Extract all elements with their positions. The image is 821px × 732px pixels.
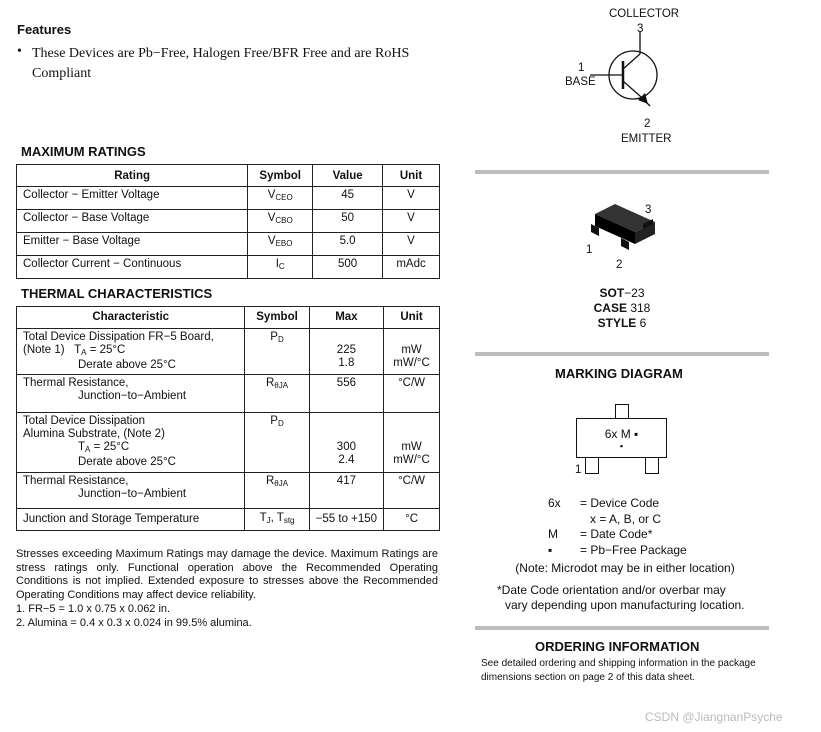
package-pin-2: 2 (616, 259, 623, 271)
sot23-package-icon (585, 200, 665, 256)
stress-note: Stresses exceeding Maximum Ratings may damage the device. Maximum Ratings are stress ratings only. Functional operation above the Recommended Operating Conditions is not implied. Extended exposure to stresses above the Recommended Operating Conditions may affect device reliability. (16, 548, 438, 601)
rating-cell: Collector − Emitter Voltage (17, 187, 248, 210)
max-ratings-table (16, 164, 440, 279)
max-cell: 300 2.4 (309, 413, 383, 473)
max-cell: 417 (309, 473, 383, 509)
features-item: These Devices are Pb−Free, Halogen Free/BFR Free and are RoHS Compliant (32, 46, 410, 81)
section-divider (475, 626, 769, 630)
chip-pin-2 (645, 457, 659, 474)
col-rating: Rating (17, 165, 248, 187)
emitter-label: EMITTER (621, 133, 672, 145)
thermal-table (16, 306, 440, 531)
chip-pin-1 (585, 457, 599, 474)
unit-cell: °C/W (384, 375, 440, 413)
max-cell: 556 (309, 375, 383, 413)
col-max: Max (309, 307, 383, 329)
date-code-note: *Date Code orientation and/or overbar may vary depending upon manufacturing location. (497, 583, 745, 612)
footnote-2: 2. Alumina = 0.4 x 0.3 x 0.024 in 99.5% alumina. (16, 617, 252, 629)
value-cell: 500 (313, 256, 383, 279)
col-symbol: Symbol (245, 307, 309, 329)
symbol-cell: $T_J$, $T_{stg}$ (245, 509, 309, 531)
symbol-cell: $V_{CEO}$ (248, 187, 313, 210)
table-row (17, 187, 440, 210)
unit-cell: V (383, 187, 440, 210)
rating-cell: Emitter − Base Voltage (17, 233, 248, 256)
table-header-row (17, 165, 440, 187)
max-ratings-title: MAXIMUM RATINGS (21, 144, 146, 159)
col-value: Value (313, 165, 383, 187)
table-row (17, 413, 440, 473)
marking-legend: 6x = Device Code x = A, B, or C M = Date Code* ▪ = Pb−Free Package (548, 496, 687, 557)
unit-cell: mW mW/°C (384, 329, 440, 375)
col-symbol: Symbol (248, 165, 313, 187)
footnote-1: 1. FR−5 = 1.0 x 0.75 x 0.062 in. (16, 603, 171, 615)
package-pin-1: 1 (586, 244, 593, 256)
unit-cell: °C (384, 509, 440, 531)
symbol-cell: $P_D$ (245, 329, 309, 375)
table-row (17, 509, 440, 531)
table-row (17, 210, 440, 233)
col-characteristic: Characteristic (17, 307, 245, 329)
col-unit: Unit (383, 165, 440, 187)
package-info: SOT−23 CASE 318 STYLE 6 (593, 286, 651, 330)
unit-cell: mW mW/°C (384, 413, 440, 473)
bullet: • (17, 44, 22, 59)
features-heading: Features (17, 22, 72, 37)
symbol-cell: $P_D$ (245, 413, 309, 473)
section-divider (475, 170, 769, 174)
value-cell: 45 (313, 187, 383, 210)
characteristic-cell: Junction and Storage Temperature (17, 509, 245, 531)
symbol-cell: $I_C$ (248, 256, 313, 279)
symbol-cell: $R_{\theta JA}$ (245, 473, 309, 509)
max-cell: 225 1.8 (309, 329, 383, 375)
unit-cell: V (383, 233, 440, 256)
unit-cell: °C/W (384, 473, 440, 509)
symbol-cell: $R_{\theta JA}$ (245, 375, 309, 413)
npn-transistor-symbol (590, 30, 670, 122)
marking-title: MARKING DIAGRAM (555, 366, 683, 381)
characteristic-cell: Total Device Dissipation Alumina Substrate, (Note 2) $T_A = 25^\circ C$ Derate above 25°C (17, 413, 245, 473)
table-row (17, 375, 440, 413)
rating-cell: Collector − Base Voltage (17, 210, 248, 233)
chip-marking-text: 6x M ▪ (604, 427, 639, 441)
package-pin-3: 3 (645, 204, 652, 216)
chip-pin-3 (615, 404, 629, 419)
base-pin-number: 1 (578, 62, 585, 74)
unit-cell: V (383, 210, 440, 233)
col-unit: Unit (384, 307, 440, 329)
collector-pin-number: 3 (637, 23, 644, 35)
watermark: CSDN @JiangnanPsyche (645, 710, 783, 724)
ordering-text: See detailed ordering and shipping information in the package dimensions section on page 2 of this data sheet. (481, 658, 756, 683)
symbol-cell: $V_{CBO}$ (248, 210, 313, 233)
emitter-pin-number: 2 (644, 118, 651, 130)
base-label: BASE (565, 76, 596, 88)
characteristic-cell: Total Device Dissipation FR−5 Board, (Note 1) $T_A = 25^\circ C$ Derate above 25°C (17, 329, 245, 375)
characteristic-cell: Thermal Resistance, Junction−to−Ambient (17, 375, 245, 413)
chip-microdot: ▪ (619, 441, 624, 451)
chip-pin1-label: 1 (575, 464, 582, 476)
rating-cell: Collector Current − Continuous (17, 256, 248, 279)
table-row (17, 473, 440, 509)
value-cell: 50 (313, 210, 383, 233)
ordering-title: ORDERING INFORMATION (535, 639, 700, 654)
symbol-cell: $V_{EBO}$ (248, 233, 313, 256)
table-header-row (17, 307, 440, 329)
value-cell: 5.0 (313, 233, 383, 256)
max-cell: −55 to +150 (309, 509, 383, 531)
collector-label: COLLECTOR (609, 8, 680, 20)
table-row (17, 256, 440, 279)
unit-cell: mAdc (383, 256, 440, 279)
thermal-title: THERMAL CHARACTERISTICS (21, 286, 213, 301)
microdot-note: (Note: Microdot may be in either location) (515, 561, 735, 575)
table-row (17, 329, 440, 375)
table-row (17, 233, 440, 256)
section-divider (475, 352, 769, 356)
characteristic-cell: Thermal Resistance, Junction−to−Ambient (17, 473, 245, 509)
